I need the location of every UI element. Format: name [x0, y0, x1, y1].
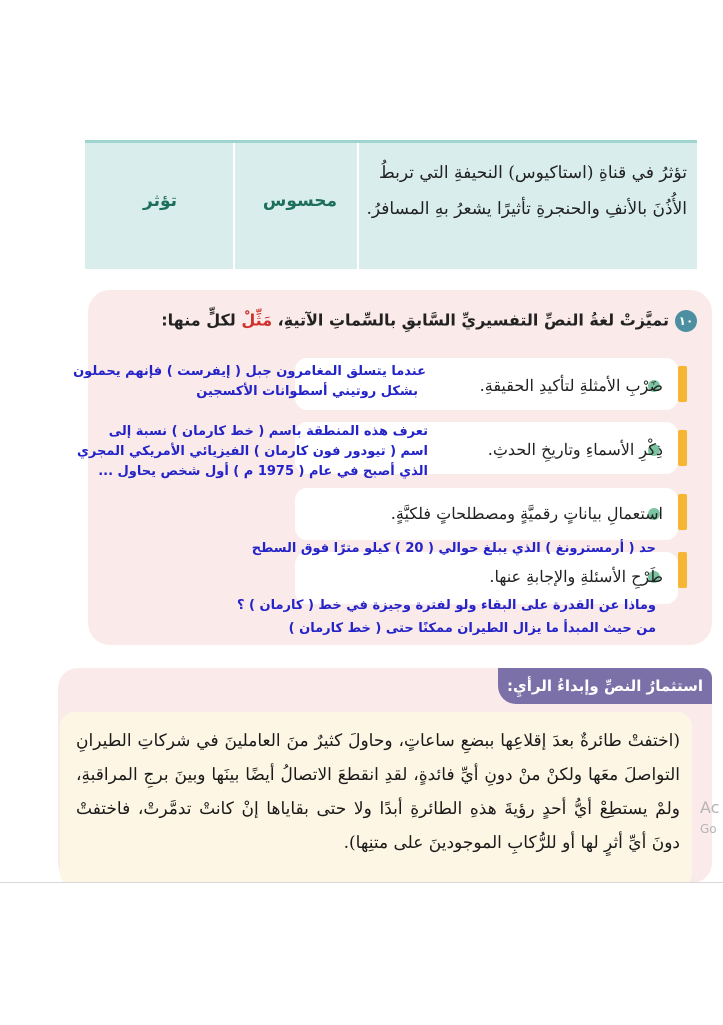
- answer-line: الذي أصبح في عام ( 1975 م ) أول شخص يحاول ...: [98, 464, 428, 479]
- answer-line: عندما يتسلق المغامرون جبل ( إيفرست ) فإنهم يحملون: [73, 364, 426, 379]
- item-label: ضَرْبِ الأمثلةِ لتأكيدِ الحقيقةِ.: [479, 376, 663, 395]
- answer-line: بشكل روتيني أسطوانات الأكسجين: [196, 384, 418, 399]
- heading-highlight: مَثِّلْ: [241, 310, 273, 330]
- answer-line: وماذا عن القدرة على البقاء ولو لفترة وجيزة في خط ( كارمان ) ؟: [236, 598, 656, 613]
- item-label: استعمالِ بياناتٍ رقميَّةٍ ومصطلحاتٍ فلكيَّةٍ.: [390, 504, 663, 523]
- answer-line: حد ( أرمسترونغ ) الذي يبلغ حوالي ( 20 ) كيلو مترًا فوق السطح: [251, 541, 656, 556]
- table-cell-type: محسوس: [262, 191, 338, 211]
- table-cell-text: تؤثرُ في قناةِ (استاكيوس) النحيفةِ التي تربطُ الأُذُنَ بالأنفِ والحنجرةِ تأثيرًا يشعرُ بهِ المسافرُ.: [366, 163, 687, 219]
- reflection-paragraph: (اختفتْ طائرةٌ بعدَ إقلاعِها ببضعِ ساعاتٍ، وحاولَ كثيرٌ منَ العاملينَ في شركاتِ الطيرانِ التواصلَ معَها ولكنْ منْ دونِ أيِّ فائدةٍ، لقدِ انقطعَ الاتصالُ أيضًا بينَها وبينَ برجِ المراقبةِ، ولمْ يستطِعْ أيُّ أحدٍ رؤيةَ هذهِ الطائرةِ أبدًا ولا حتى بقاياها إنْ كانتْ تدمَّرتْ، فاختفتْ دونَ أيِّ أثرٍ لها أو للرُّكابِ الموجودينَ على متنِها).: [76, 731, 680, 853]
- blank-area: [0, 882, 723, 1025]
- heading-text-2: لكلٍّ منها:: [161, 310, 242, 330]
- answer-line: اسم ( تيودور فون كارمان ) الفيزيائي الأمريكي المجري: [77, 444, 428, 459]
- exercise-number-badge: ١٠: [675, 310, 697, 332]
- reflection-tab: استثمارُ النصِّ وإبداءُ الرأيِ:: [498, 668, 712, 704]
- item-marker: [678, 430, 687, 466]
- item-label: ذِكْرِ الأسماءِ وتاريخِ الحدثِ.: [487, 440, 663, 459]
- item-marker: [678, 366, 687, 402]
- classification-table-row: [85, 140, 697, 269]
- item-label: طَرْحِ الأسئلةِ والإجابةِ عنها.: [489, 567, 663, 586]
- item-marker: [678, 494, 687, 530]
- item-marker: [678, 552, 687, 588]
- activation-watermark: Ac: [700, 798, 720, 817]
- heading-text-1: تميَّزتْ لغةُ النصِّ التفسيريِّ السَّابقِ بالسِّماتِ الآتيةِ،: [272, 310, 669, 330]
- table-cell-result: تؤثر: [143, 191, 177, 211]
- activation-watermark: Go: [700, 822, 717, 836]
- exercise-heading: [97, 310, 697, 332]
- answer-line: من حيث المبدأ ما يزال الطيران ممكنًا حتى ( خط كارمان ): [288, 621, 656, 636]
- answer-line: تعرف هذه المنطقة باسم ( خط كارمان ) نسبة إلى: [108, 424, 428, 439]
